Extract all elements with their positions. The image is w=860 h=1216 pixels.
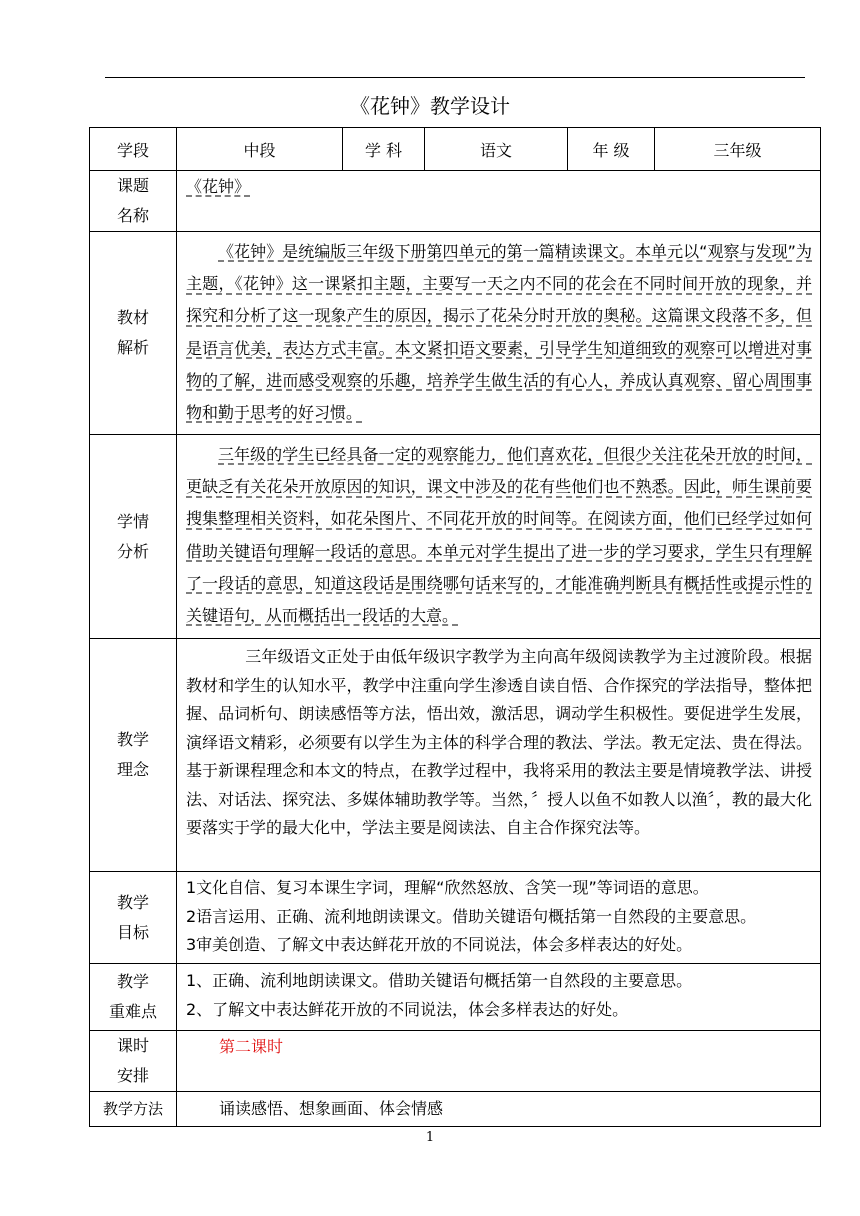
- material-row: [90, 232, 821, 435]
- stage-value: 中段: [177, 128, 343, 171]
- method-label: 教学方法: [90, 1092, 177, 1127]
- students-text-cell: [177, 435, 821, 639]
- topic-value-cell: [177, 171, 821, 232]
- students-label: 学情 分析: [90, 435, 177, 639]
- students-text: 三年级的学生已经具备一定的观察能力，他们喜欢花，但很少关注花朵开放的时间，更缺乏有关花朵开放原因的知识，课文中涉及的花有些他们也不熟悉。因此，师生课前要搜集整理相关资料，如花朵图片、不同花开放的时间等。在阅读方面，他们已经学过如何借助关键语句理解一段话的意思。本单元对学生提出了进一步的学习要求，学生只有理解了一段话的意思，知道这段话是围绕哪句话来写的，才能准确判断具有概括性或提示性的关键语句，从而概括出一段话的大意。: [186, 445, 812, 626]
- stage-label: 学段: [90, 128, 177, 171]
- page-number: 1: [425, 1130, 435, 1145]
- philosophy-text-cell: [177, 639, 821, 872]
- key-points-list: [177, 964, 821, 1031]
- topic-row: [90, 171, 821, 232]
- key-point-item: 1、正确、流利地朗读课文。借助关键语句概括第一自然段的主要意思。: [186, 971, 693, 990]
- key-points-label: 教学 重难点: [90, 964, 177, 1031]
- philosophy-row: [90, 639, 821, 872]
- schedule-label: 课时 安排: [90, 1031, 177, 1092]
- goals-list: [177, 872, 821, 964]
- material-label: 教材 解析: [90, 232, 177, 435]
- document-title: 《花钟》教学设计: [350, 94, 510, 118]
- header-rule: [105, 77, 805, 78]
- schedule-value-cell: [177, 1031, 821, 1092]
- goal-item: 1文化自信、复习本课生字词，理解“欣然怒放、含笑一现”等词语的意思。: [186, 878, 709, 897]
- grade-label: 年 级: [568, 128, 655, 171]
- header-row: [90, 128, 821, 171]
- material-text-cell: [177, 232, 821, 435]
- method-value: 诵读感悟、想象画面、体会情感: [177, 1092, 821, 1127]
- topic-value: 《花钟》: [186, 177, 251, 196]
- schedule-value: 第二课时: [219, 1037, 284, 1056]
- grade-value: 三年级: [655, 128, 821, 171]
- philosophy-label: 教学 理念: [90, 639, 177, 872]
- method-row: [90, 1092, 821, 1127]
- students-row: [90, 435, 821, 639]
- goal-item: 2语言运用、正确、流利地朗读课文。借助关键语句概括第一自然段的主要意思。: [186, 906, 757, 926]
- topic-label: 课题 名称: [90, 171, 177, 232]
- material-text: 《花钟》是统编版三年级下册第四单元的第一篇精读课文。本单元以“观察与发现”为主题，《花钟》这一课紧扣主题，主要写一天之内不同的花会在不同时间开放的现象，并探究和分析了这一现象产生的原因，揭示了花朵分时开放的奥秘。这篇课文段落不多，但是语言优美，表达方式丰富。本文紧扣语文要素，引导学生知道细致的观察可以增进对事物的了解，进而感受观察的乐趣，培养学生做生活的有心人，养成认真观察、留心周围事物和勤于思考的好习惯。: [186, 242, 812, 423]
- schedule-row: [90, 1031, 821, 1092]
- philosophy-text: 三年级语文正处于由低年级识字教学为主向高年级阅读教学为主过渡阶段。根据教材和学生的认知水平，教学中注重向学生渗透自读自悟、合作探究的学法指导，整体把握、品词析句、朗读感悟等方法，悟出效，激活思，调动学生积极性。要促进学生发展，演绎语文精彩，必须要有以学生为主体的科学合理的教法、学法。教无定法、贵在得法。基于新课程理念和本文的特点，在教学过程中，我将采用的教法主要是情境教学法、讲授法、对话法、探究法、多媒体辅助教学等。当然，〞授人以鱼不如教人以渔〞，教的最大化要落实于学的最大化中，学法主要是阅读法、自主合作探究法等。: [186, 647, 812, 837]
- lesson-plan-table: [89, 127, 821, 1127]
- key-point-item: 2、了解文中表达鲜花开放的不同说法，体会多样表达的好处。: [186, 999, 629, 1019]
- subject-value: 语文: [425, 128, 568, 171]
- goals-label: 教学 目标: [90, 872, 177, 964]
- goals-row: [90, 872, 821, 964]
- key-points-row: [90, 964, 821, 1031]
- subject-label: 学 科: [343, 128, 425, 171]
- goal-item: 3审美创造、了解文中表达鲜花开放的不同说法，体会多样表达的好处。: [186, 935, 693, 954]
